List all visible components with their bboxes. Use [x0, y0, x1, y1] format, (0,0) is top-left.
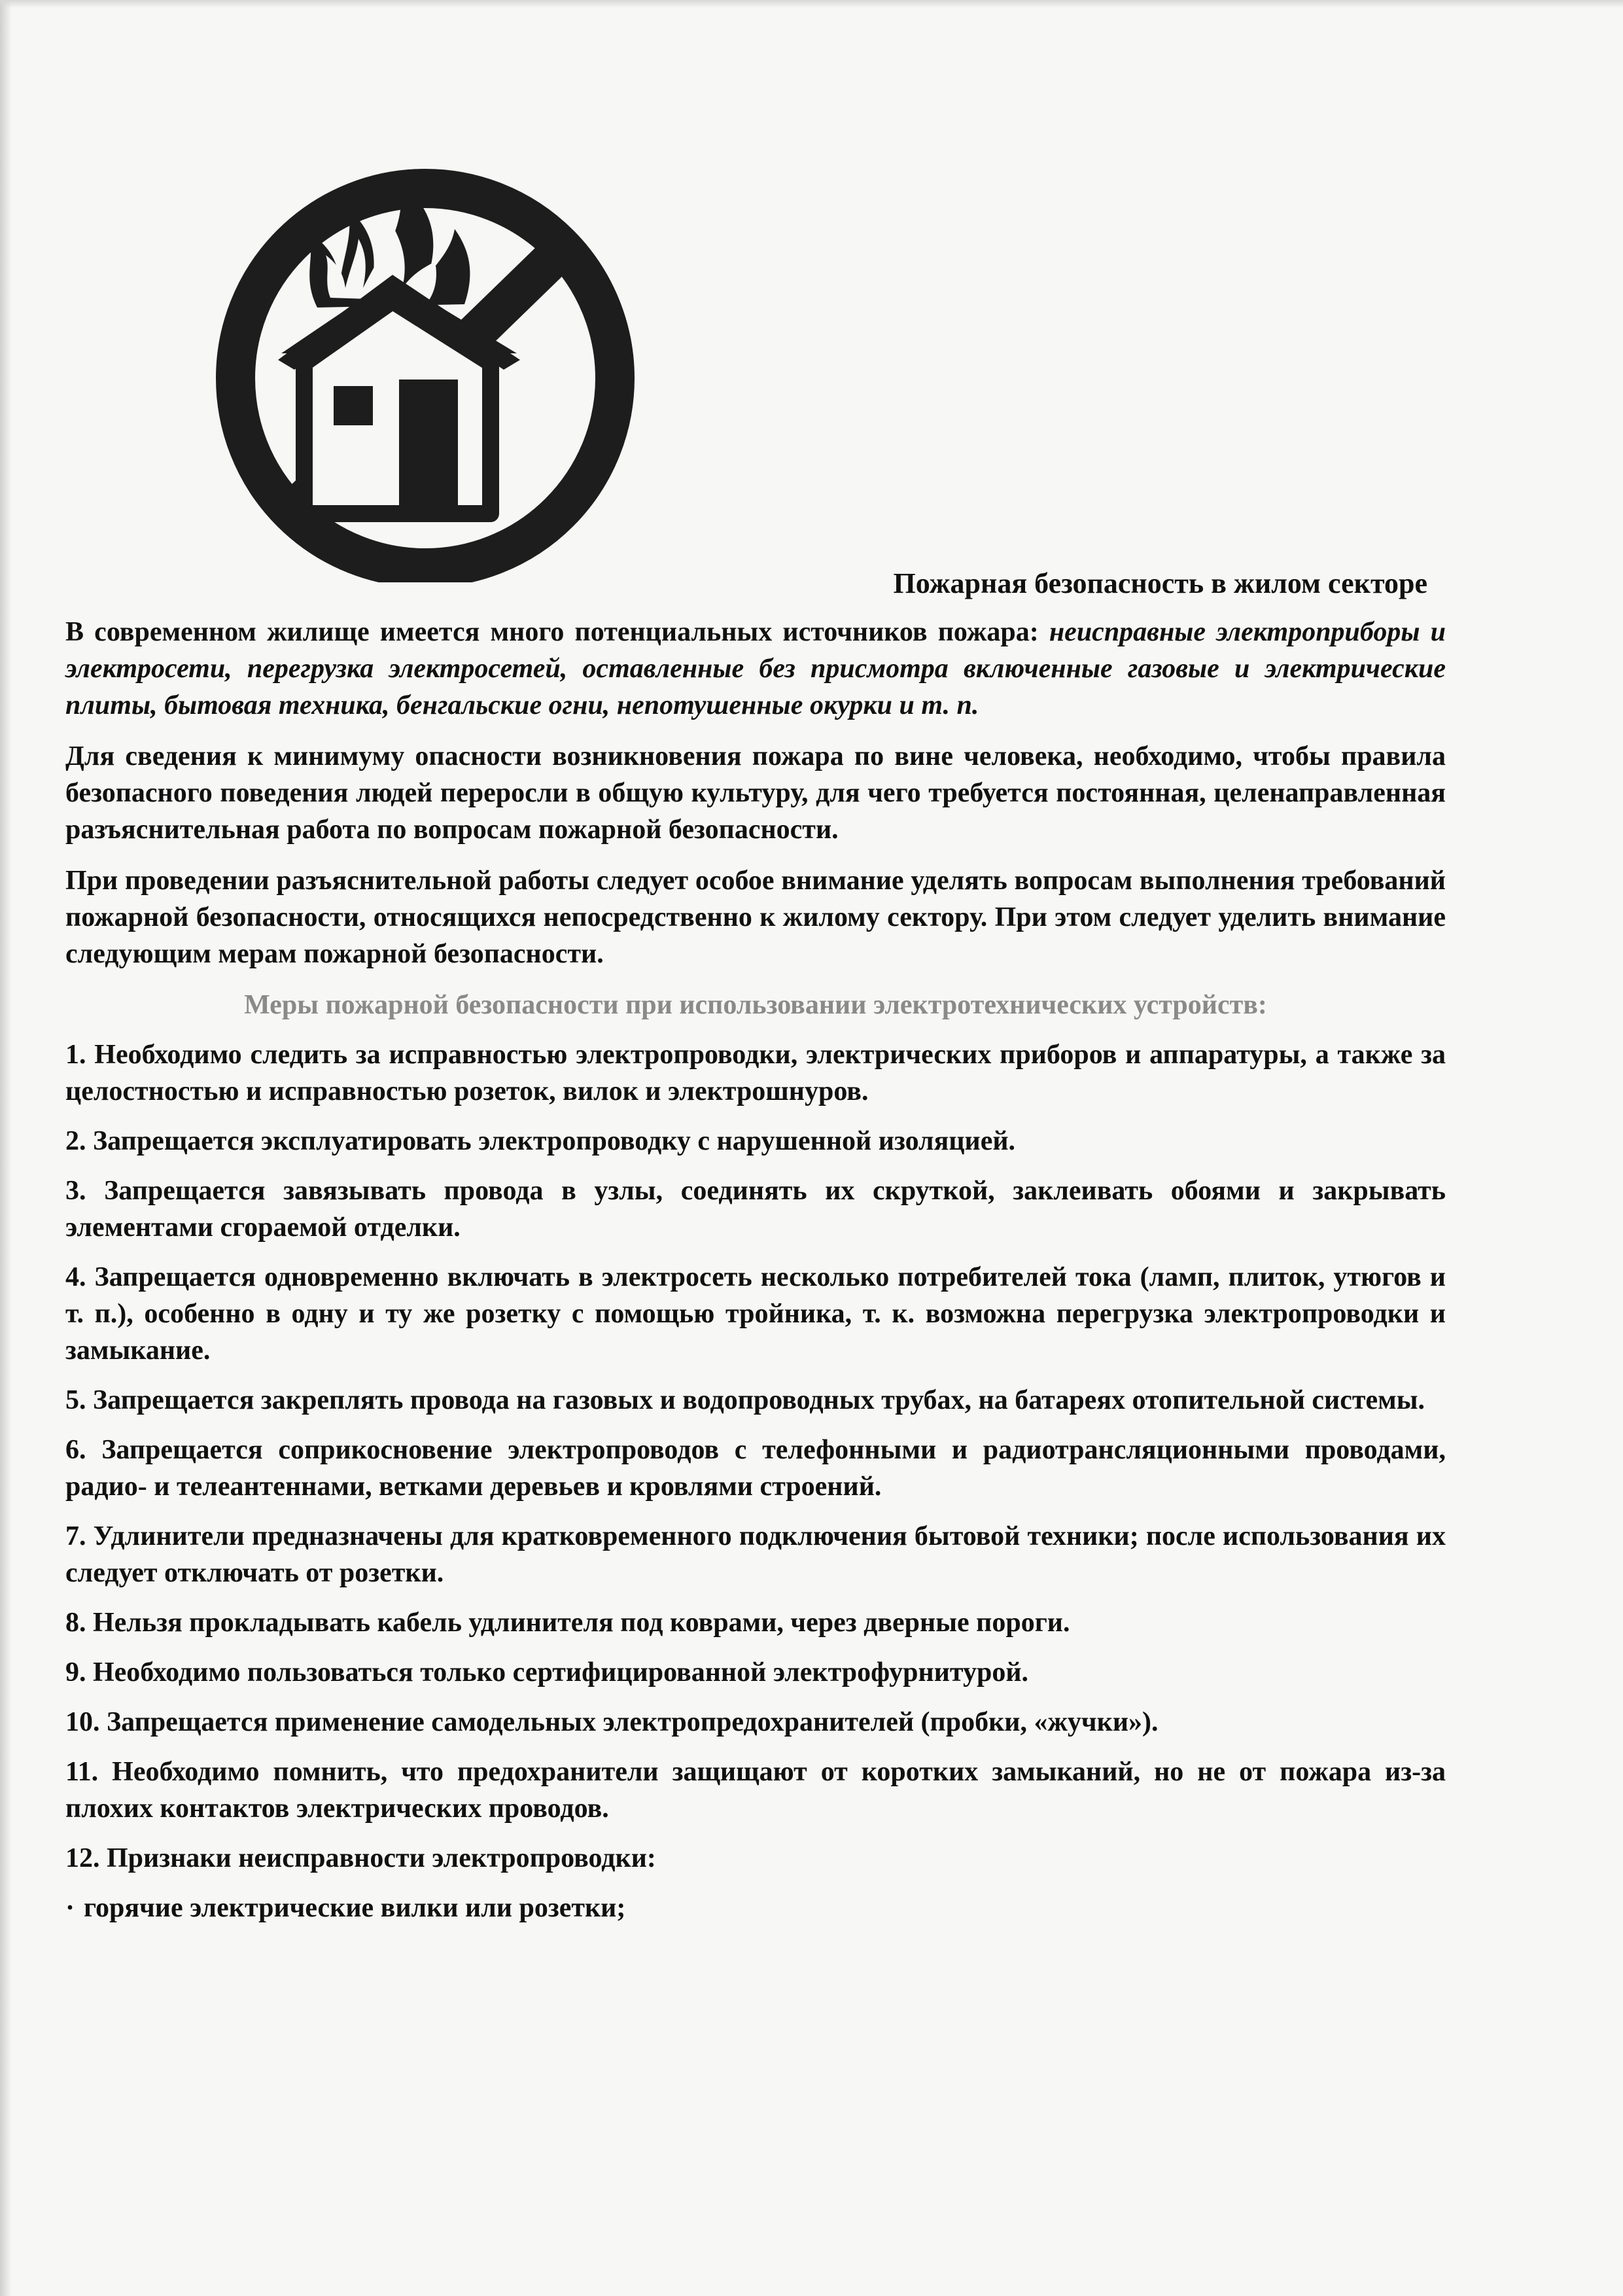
scan-edge-left	[0, 0, 12, 2296]
paragraph-explanatory-work: При проведении разъяснительной работы следует особое внимание уделять вопросам выполнения требований пожарной безопасности, относящихся непосредственно к жилому сектору. При этом следует уделить внимание следующим мерам пожарной безопасности.	[65, 866, 1446, 969]
no-fire-house-icon	[177, 164, 674, 582]
window-icon	[334, 386, 373, 425]
rule-item: 1. Необходимо следить за исправностью электропроводки, электрических приборов и аппаратуры, а также за целостностью и исправностью розеток, вилок и электрошнуров.	[65, 1040, 1446, 1106]
rule-item: 10. Запрещается применение самодельных электропредохранителей (пробки, «жучки»).	[65, 1707, 1159, 1737]
bullet-mark: ·	[65, 1893, 75, 1923]
document-body	[65, 565, 1446, 1926]
rule-item: 7. Удлинители предназначены для кратковременного подключения бытовой техники; после использования их следует отключать от розетки.	[65, 1521, 1446, 1588]
page-title: Пожарная безопасность в жилом секторе	[893, 567, 1427, 599]
rule-item: 8. Нельзя прокладывать кабель удлинителя под коврами, через дверные пороги.	[65, 1608, 1070, 1638]
rule-item: 4. Запрещается одновременно включать в электросеть несколько потребителей тока (ламп, плиток, утюгов и т. п.), особенно в одну и ту же розетку с помощью тройника, т. к. возможна перегрузка электропроводки и замыкание.	[65, 1262, 1446, 1366]
bullet-item	[65, 1890, 1446, 1926]
bullet-text: горячие электрические вилки или розетки;	[84, 1893, 626, 1923]
intro-paragraph	[65, 614, 1446, 724]
rule-item: 5. Запрещается закреплять провода на газовых и водопроводных трубах, на батареях отопительной системы.	[65, 1385, 1425, 1415]
door-icon	[399, 380, 458, 514]
rule-item: 3. Запрещается завязывать провода в узлы, соединять их скруткой, заклеивать обоями и закрывать элементами сгораемой отделки.	[65, 1176, 1446, 1243]
paragraph-culture: Для сведения к минимуму опасности возникновения пожара по вине человека, необходимо, чтобы правила безопасного поведения людей переросли в общую культуру, для чего требуется постоянная, целенаправленная разъяснительная работа по вопросам пожарной безопасности.	[65, 741, 1446, 845]
rule-item: 12. Признаки неисправности электропроводки:	[65, 1843, 656, 1873]
scan-edge-top	[0, 0, 1623, 8]
rule-item: 11. Необходимо помнить, что предохранители защищают от коротких замыканий, но не от пожара из-за плохих контактов электрических проводов.	[65, 1757, 1446, 1824]
rule-item: 6. Запрещается соприкосновение электропроводов с телефонными и радиотрансляционными проводами, радио- и телеантеннами, ветками деревьев и кровлями строений.	[65, 1435, 1446, 1502]
intro-lead: В современном жилище имеется много потенциальных источников пожара:	[65, 617, 1049, 647]
rule-item: 2. Запрещается эксплуатировать электропроводку с нарушенной изоляцией.	[65, 1126, 1016, 1156]
rule-item: 9. Необходимо пользоваться только сертифицированной электрофурнитурой.	[65, 1657, 1029, 1687]
section-subheading: Меры пожарной безопасности при использовании электротехнических устройств:	[244, 990, 1267, 1020]
intro-italic: неисправные электроприборы и электросети, перегрузка электросетей, оставленные без присмотра включенные газовые и электрические плиты, бытовая техника, бенгальские огни, непотушенные окурки и т. п.	[65, 617, 1446, 720]
